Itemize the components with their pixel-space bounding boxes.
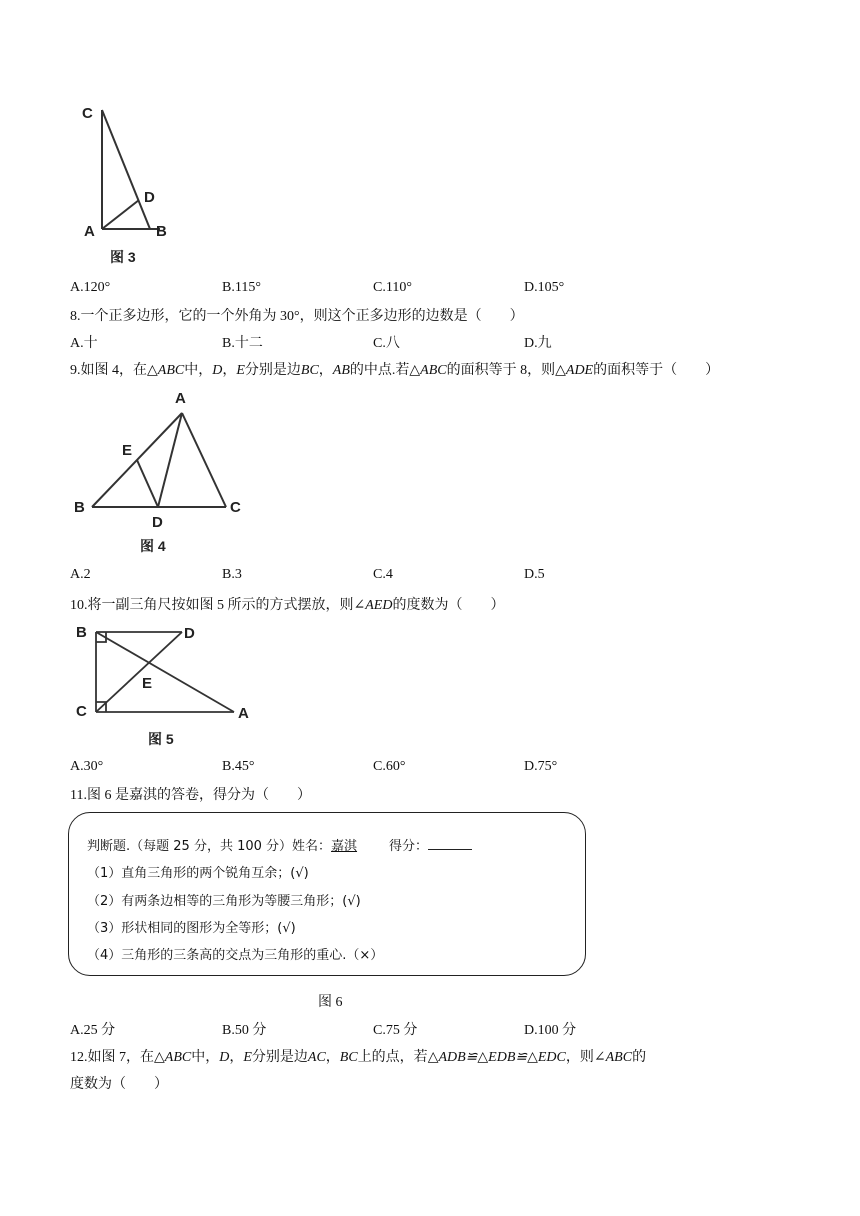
answer-item-4: （4）三角形的三条高的交点为三角形的重心.（×）: [87, 948, 384, 963]
q8-option-c: C.八: [373, 336, 400, 351]
fig4-label-a: A: [175, 390, 186, 407]
answer-item-1: （1）直角三角形的两个锐角互余；(√): [87, 866, 309, 881]
q11-option-a: A.25 分: [70, 1023, 116, 1038]
fig5-caption: 图 5: [148, 731, 174, 747]
question-9: 9.如图 4，在△ABC中，D，E分别是边BC，AB的中点.若△ABC的面积等于 8，则△ADE的面积等于（ ）: [70, 363, 720, 378]
q9-option-d: D.5: [524, 567, 545, 582]
fig5-label-c: C: [76, 703, 87, 720]
fig4-caption: 图 4: [140, 538, 166, 554]
q10-option-a: A.30°: [70, 759, 104, 774]
q9-option-c: C.4: [373, 567, 393, 582]
answer-item-2: （2）有两条边相等的三角形为等腰三角形；(√): [87, 894, 361, 909]
q8-option-a: A.十: [70, 336, 98, 351]
fig5-label-b: B: [76, 624, 87, 641]
fig5-label-e: E: [142, 675, 153, 692]
answer-sheet-header: 判断题.（每题 25 分，共 100 分）姓名：嘉淇 得分：: [87, 835, 472, 854]
student-name: 嘉淇: [331, 839, 358, 854]
q11-option-b: B.50 分: [222, 1023, 267, 1038]
fig4-label-d: D: [152, 514, 163, 531]
figure-3: [72, 96, 182, 268]
fig3-label-a: A: [84, 223, 95, 240]
fig5-label-a: A: [238, 705, 249, 722]
q7-option-b: B.115°: [222, 280, 261, 295]
q7-option-d: D.105°: [524, 280, 565, 295]
fig3-caption: 图 3: [110, 249, 136, 265]
question-10: 10.将一副三角尺按如图 5 所示的方式摆放，则∠AED的度数为（ ）: [70, 598, 505, 613]
fig5-label-d: D: [184, 625, 195, 642]
question-12-line-2: 度数为（ ）: [70, 1077, 168, 1092]
q11-option-d: D.100 分: [524, 1023, 577, 1038]
q10-option-c: C.60°: [373, 759, 406, 774]
figure-5: [72, 618, 262, 752]
fig4-label-c: C: [230, 499, 241, 516]
q10-option-d: D.75°: [524, 759, 558, 774]
q9-option-b: B.3: [222, 567, 242, 582]
fig4-label-e: E: [122, 442, 133, 459]
fig3-label-c: C: [82, 105, 93, 122]
answer-item-3: （3）形状相同的图形为全等形；(√): [87, 921, 296, 936]
fig6-caption: 图 6: [318, 995, 343, 1010]
question-11: 11.图 6 是嘉淇的答卷，得分为（ ）: [70, 788, 311, 803]
q8-option-d: D.九: [524, 336, 552, 351]
q9-option-a: A.2: [70, 567, 91, 582]
fig4-label-b: B: [74, 499, 85, 516]
answer-sheet: [68, 812, 586, 976]
q8-option-b: B.十二: [222, 336, 263, 351]
figure-4: [70, 385, 250, 557]
score-blank: [428, 837, 472, 850]
q10-option-b: B.45°: [222, 759, 255, 774]
fig3-label-d: D: [144, 189, 155, 206]
question-12: 12.如图 7，在△ABC中，D，E分别是边AC，BC上的点，若△ADB≌△EDB≌△EDC，则∠ABC的: [70, 1050, 647, 1065]
q7-option-c: C.110°: [373, 280, 412, 295]
q11-option-c: C.75 分: [373, 1023, 418, 1038]
q7-option-a: A.120°: [70, 280, 111, 295]
fig3-label-b: B: [156, 223, 167, 240]
question-8: 8.一个正多边形，它的一个外角为 30°，则这个正多边形的边数是（ ）: [70, 309, 524, 324]
